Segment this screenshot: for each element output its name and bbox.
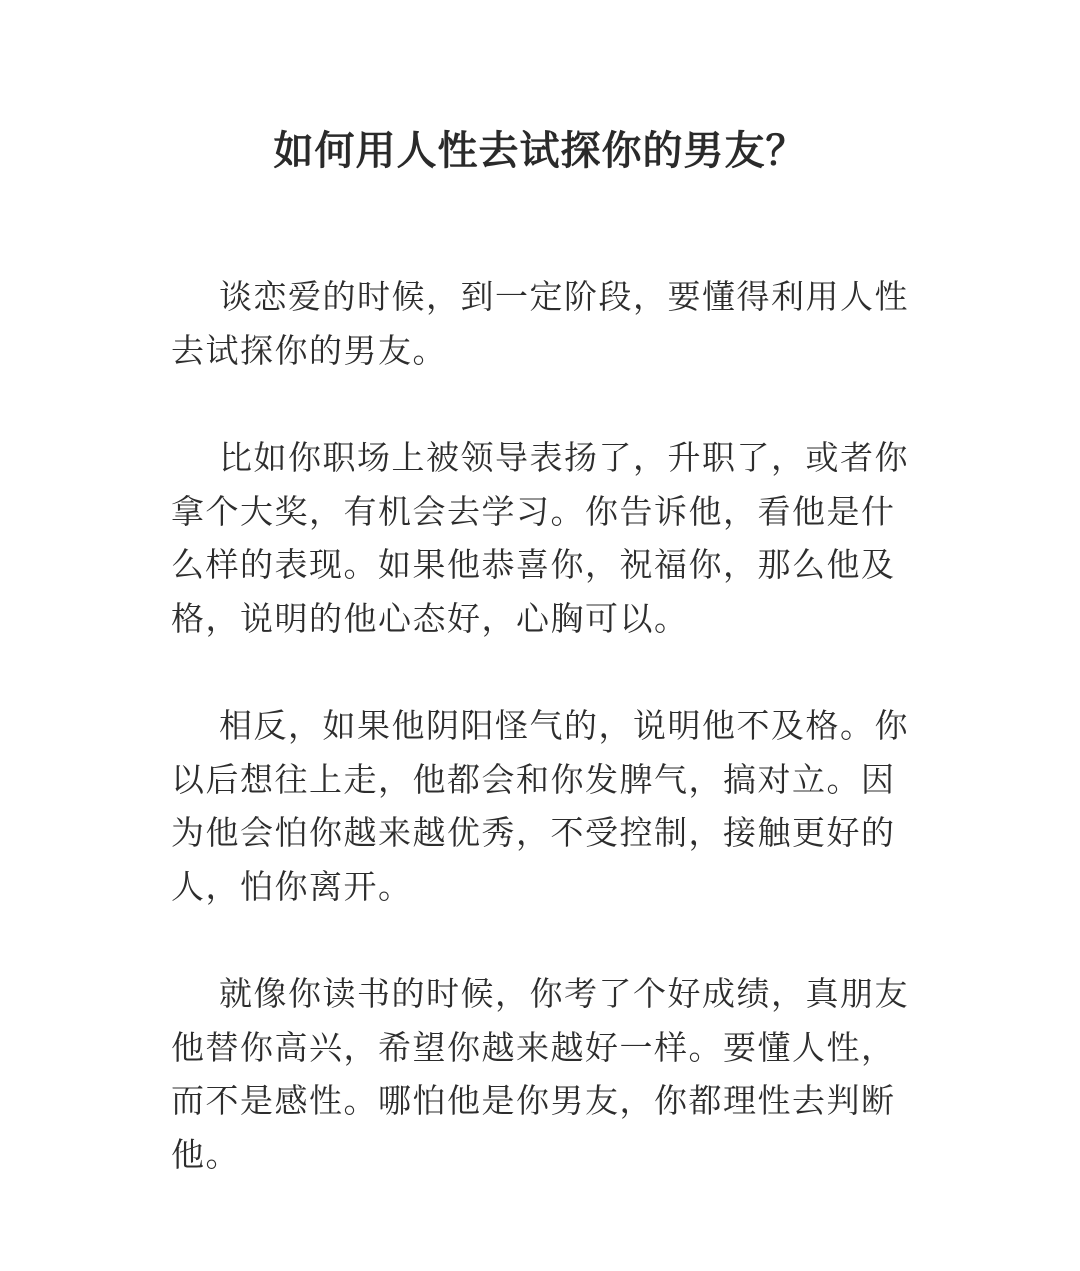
paragraph-1: 谈恋爱的时候，到一定阶段，要懂得利用人性去试探你的男友。 — [171, 277, 909, 370]
article-body — [171, 270, 911, 1235]
paragraph-3: 相反，如果他阴阳怪气的，说明他不及格。你以后想往上走，他都会和你发脾气，搞对立。因为他会怕你越来越优秀，不受控制，接触更好的人，怕你离开。 — [171, 706, 909, 906]
article-title: 如何用人性去试探你的男友？ — [273, 127, 807, 174]
paragraph-2: 比如你职场上被领导表扬了，升职了，或者你拿个大奖，有机会去学习。你告诉他，看他是什么样的表现。如果他恭喜你，祝福你，那么他及格，说明的他心态好，心胸可以。 — [171, 438, 909, 638]
paragraph-4: 就像你读书的时候，你考了个好成绩，真朋友他替你高兴，希望你越来越好一样。要懂人性，而不是感性。哪怕他是你男友，你都理性去判断他。 — [171, 974, 909, 1174]
